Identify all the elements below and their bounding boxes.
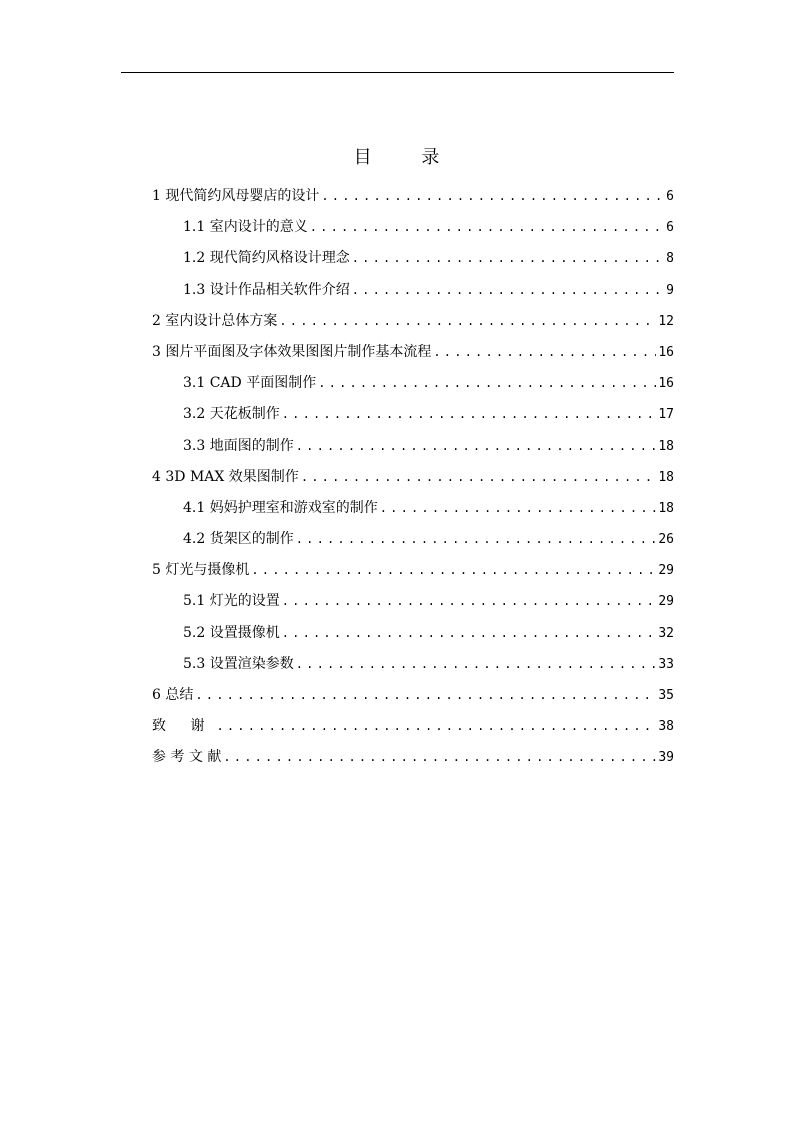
- toc-dot-leader: [282, 589, 657, 613]
- toc-entry-page: 26: [658, 532, 674, 548]
- toc-entry-label: 5.3 设置渲染参数: [183, 655, 294, 672]
- toc-entry-page: 8: [666, 251, 674, 267]
- toc-dot-leader: [279, 309, 656, 333]
- toc-entry-label: 2 室内设计总体方案: [152, 312, 278, 329]
- toc-entry-label: 6 总结: [152, 687, 194, 703]
- toc-entry-3-1[interactable]: [152, 371, 674, 402]
- toc-entry-page: 6: [666, 189, 674, 204]
- toc-list: [152, 184, 674, 777]
- toc-entry-page: 38: [658, 719, 674, 735]
- toc-entry-4-2[interactable]: [152, 527, 674, 558]
- toc-entry-page: 9: [666, 282, 674, 298]
- header-rule: [121, 72, 674, 73]
- toc-entry-page: 33: [658, 656, 674, 672]
- toc-entry-page: 12: [658, 313, 674, 329]
- toc-entry-3-2[interactable]: [152, 402, 674, 433]
- toc-entry-label: 5.2 设置摄像机: [183, 624, 280, 641]
- toc-entry-4[interactable]: [152, 465, 674, 496]
- toc-entry-acknowledgements[interactable]: [152, 714, 674, 745]
- toc-title: 目 录: [353, 147, 462, 168]
- toc-entry-references[interactable]: [152, 745, 674, 776]
- toc-entry-label: 1.1 室内设计的意义: [183, 219, 308, 236]
- toc-entry-page: 29: [658, 594, 674, 610]
- toc-entry-page: 16: [658, 376, 674, 392]
- toc-entry-label: 3 图片平面图及字体效果图图片制作基本流程: [152, 343, 432, 360]
- toc-entry-5-1[interactable]: [152, 589, 674, 620]
- toc-entry-label: 3.1 CAD 平面图制作: [183, 375, 317, 392]
- toc-entry-5-2[interactable]: [152, 621, 674, 652]
- toc-entry-1[interactable]: [152, 184, 674, 215]
- toc-dot-leader: [216, 714, 656, 738]
- toc-dot-leader: [301, 465, 657, 489]
- toc-dot-leader: [352, 246, 664, 270]
- toc-dot-leader: [296, 652, 657, 676]
- toc-entry-2[interactable]: [152, 309, 674, 340]
- toc-entry-4-1[interactable]: [152, 496, 674, 527]
- toc-dot-leader: [223, 745, 656, 769]
- toc-entry-label: 3.2 天花板制作: [183, 406, 280, 423]
- toc-entry-label: 1 现代简约风母婴店的设计: [152, 188, 320, 204]
- toc-dot-leader: [380, 496, 657, 520]
- toc-entry-label: 5 灯光与摄像机: [152, 562, 250, 579]
- toc-entry-page: 18: [658, 469, 674, 485]
- toc-entry-label: 5.1 灯光的设置: [183, 593, 280, 610]
- toc-entry-label: 4.2 货架区的制作: [183, 531, 294, 548]
- toc-entry-page: 16: [658, 344, 674, 360]
- toc-entry-3-3[interactable]: [152, 434, 674, 465]
- toc-entry-3[interactable]: [152, 340, 674, 371]
- toc-dot-leader: [251, 558, 656, 582]
- toc-entry-label: 4.1 妈妈护理室和游戏室的制作: [183, 499, 378, 516]
- toc-entry-label: 参 考 文 献: [152, 749, 222, 766]
- toc-entry-page: 18: [658, 438, 674, 454]
- toc-dot-leader: [433, 340, 656, 364]
- toc-dot-leader: [296, 527, 657, 551]
- toc-entry-1-3[interactable]: [152, 278, 674, 309]
- toc-entry-page: 39: [658, 750, 674, 766]
- toc-entry-label: 3.3 地面图的制作: [183, 437, 294, 454]
- toc-entry-label: 致 谢: [152, 718, 215, 735]
- toc-entry-5[interactable]: [152, 558, 674, 589]
- toc-entry-label: 1.3 设计作品相关软件介绍: [183, 281, 350, 298]
- toc-entry-page: 35: [658, 688, 674, 703]
- toc-dot-leader: [318, 371, 656, 395]
- toc-entry-label: 4 3D MAX 效果图制作: [152, 468, 299, 485]
- toc-entry-label: 1.2 现代简约风格设计理念: [183, 250, 350, 267]
- toc-entry-page: 18: [658, 500, 674, 516]
- toc-entry-5-3[interactable]: [152, 652, 674, 683]
- toc-entry-6[interactable]: [152, 683, 674, 714]
- toc-entry-page: 17: [658, 407, 674, 423]
- toc-dot-leader: [282, 402, 657, 426]
- toc-entry-page: 32: [658, 625, 674, 641]
- toc-entry-1-1[interactable]: [152, 215, 674, 246]
- toc-dot-leader: [352, 278, 664, 302]
- toc-dot-leader: [282, 621, 657, 645]
- toc-entry-1-2[interactable]: [152, 246, 674, 277]
- toc-dot-leader: [310, 215, 664, 239]
- toc-dot-leader: [195, 683, 656, 707]
- toc-entry-page: 29: [658, 563, 674, 579]
- toc-dot-leader: [321, 184, 664, 208]
- toc-dot-leader: [296, 434, 657, 458]
- toc-entry-page: 6: [666, 220, 674, 236]
